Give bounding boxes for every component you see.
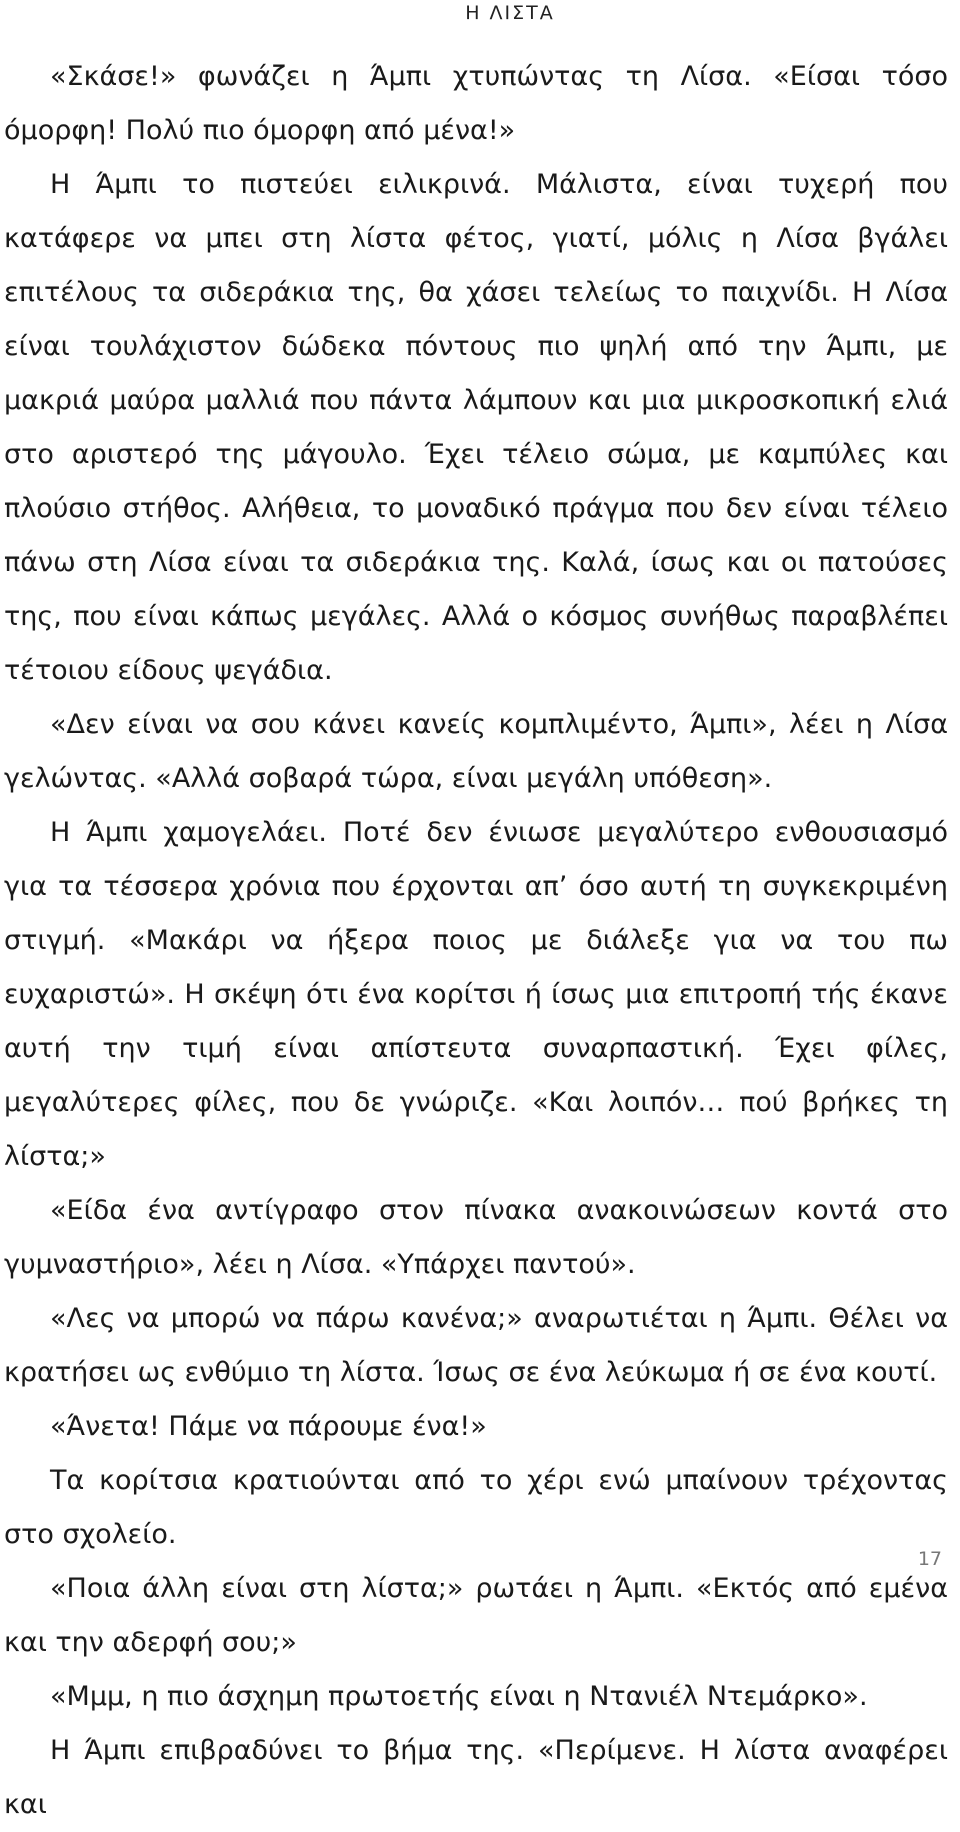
paragraph: «Είδα ένα αντίγραφο στον πίνακα ανακοινώσεων κοντά στο γυμναστήριο», λέει η Λίσα. «Υπάρχει παντού». [4, 1195, 948, 1280]
paragraph: «Μμμ, η πιο άσχημη πρωτοετής είναι η Ντανιέλ Ντεμάρκο». [50, 1681, 868, 1712]
paragraph: «Δεν είναι να σου κάνει κανείς κομπλιμέντο, Άμπι», λέει η Λίσα γελώντας. «Αλλά σοβαρά τώρα, είναι μεγάλη υπόθεση». [4, 709, 948, 794]
running-head: Η ΛΙΣΤΑ [465, 2, 555, 24]
page-number: 17 [917, 1548, 942, 1570]
paragraph: «Ποια άλλη είναι στη λίστα;» ρωτάει η Άμπι. «Εκτός από εμένα και την αδερφή σου;» [4, 1573, 948, 1658]
paragraph: «Λες να μπορώ να πάρω κανένα;» αναρωτιέται η Άμπι. Θέλει να κρατήσει ως ενθύμιο τη λίστα. Ίσως σε ένα λεύκωμα ή σε ένα κουτί. [4, 1303, 948, 1388]
paragraph: «Σκάσε!» φωνάζει η Άμπι χτυπώντας τη Λίσα. «Είσαι τόσο όμορφη! Πολύ πιο όμορφη από μένα!» [4, 61, 948, 146]
paragraph: Η Άμπι το πιστεύει ειλικρινά. Μάλιστα, είναι τυχερή που κατάφερε να μπει στη λίστα φέτος, γιατί, μόλις η Λίσα βγάλει επιτέλους τα σιδεράκια της, θα χάσει τελείως το παιχνίδι. Η Λίσα είναι τουλάχιστον δώδεκα πόντους πιο ψηλή από την Άμπι, με μακριά μαύρα μαλλιά που πάντα λάμπουν και μια μικροσκοπική ελιά στο αριστερό της μάγουλο. Έχει τέλειο σώμα, με καμπύλες και πλούσιο στήθος. Αλήθεια, το μοναδικό πράγμα που δεν είναι τέλειο πάνω στη Λίσα είναι τα σιδεράκια της. Καλά, ίσως και οι πατούσες της, που είναι κάπως μεγάλες. Αλλά ο κόσμος συνήθως παραβλέπει τέτοιου είδους ψεγάδια. [4, 169, 948, 686]
paragraph: Η Άμπι χαμογελάει. Ποτέ δεν ένιωσε μεγαλύτερο ενθουσιασμό για τα τέσσερα χρόνια που έρχονται απ’ όσο αυτή τη συγκεκριμένη στιγμή. «Μακάρι να ήξερα ποιος με διάλεξε για να του πω ευχαριστώ». Η σκέψη ότι ένα κορίτσι ή ίσως μια επιτροπή τής έκανε αυτή την τιμή είναι απίστευτα συναρπαστική. Έχει φίλες, μεγαλύτερες φίλες, που δε γνώριζε. «Και λοιπόν… πού βρήκες τη λίστα;» [4, 817, 948, 1172]
paragraph: Η Άμπι επιβραδύνει το βήμα της. «Περίμενε. Η λίστα αναφέρει και [4, 1735, 948, 1820]
paragraph: Τα κορίτσια κρατιούνται από το χέρι ενώ μπαίνουν τρέχοντας στο σχολείο. [4, 1465, 948, 1550]
body-text [4, 50, 948, 1832]
paragraph: «Άνετα! Πάμε να πάρουμε ένα!» [50, 1411, 487, 1442]
